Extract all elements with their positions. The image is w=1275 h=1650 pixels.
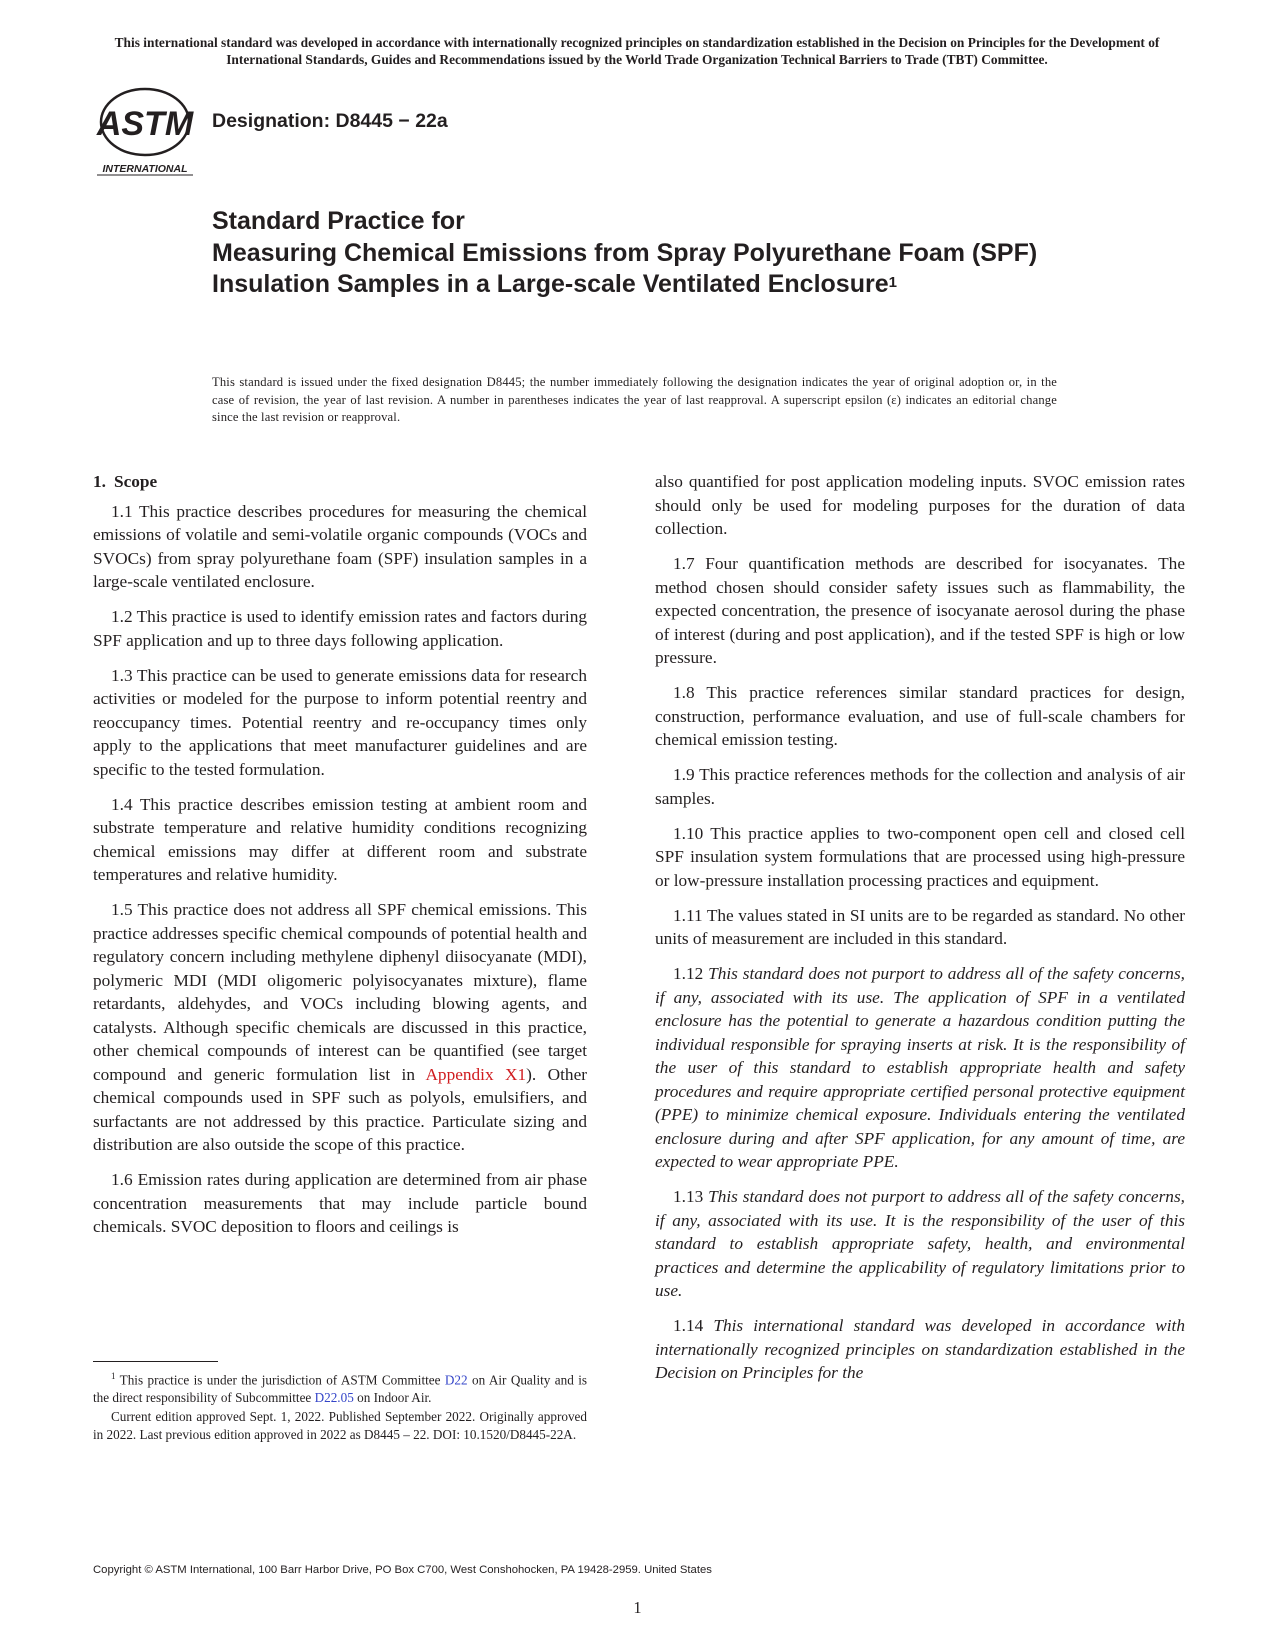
paragraph-1-6-continued: also quantified for post application modeling inputs. SVOC emission rates should only be used for modeling purposes for the duration of data collection. [655,472,1185,538]
astm-logo [93,86,199,178]
page-number: 1 [633,1598,642,1617]
title-footnote-ref[interactable]: 1 [888,274,897,291]
issue-note: This standard is issued under the fixed designation D8445; the number immediately following the designation indicates the year of original adoption or, in the case of revision, the year of last revision. A number in parentheses indicates the year of last reapproval. A superscript epsilon (ε) indicates an editorial change since the last revision or reapproval. [212,375,1057,425]
logo-sub: INTERNATIONAL [102,163,188,175]
paragraph-1-14: 1.14 This international standard was developed in accordance with internationally recognized principles on standardization established in the Decision on Principles for the [655,1316,1185,1382]
paragraph-1-9: 1.9 This practice references methods for the collection and analysis of air samples. [655,765,1185,808]
designation: Designation: D8445 − 22a [212,110,448,132]
document-title [212,206,1112,301]
right-column [655,470,1185,1396]
paragraph-1-7: 1.7 Four quantification methods are described for isocyanates. The method chosen should consider safety issues such as flammability, the expected concentration, the presence of isocyanate aerosol during the phase of interest (during and post application), and if the tested SPF is high or low pressure. [655,554,1185,667]
paragraph-1-2: 1.2 This practice is used to identify emission rates and factors during SPF application and up to three days following application. [93,607,587,650]
paragraph-1-13: 1.13 This standard does not purport to address all of the safety concerns, if any, associated with its use. It is the responsibility of the user of this standard to establish appropriate safety, health, and environmental practices and determine the applicability of regulatory limitations prior to use. [655,1187,1185,1300]
footnote-1: $^1$ This practice is under the jurisdiction of ASTM Committee D22 on Air Quality and is the direct responsibility of Subcommittee D22.05 on Indoor Air. [93,1371,587,1405]
title-line1: Standard Practice for [212,207,465,235]
wto-notice: This international standard was developed in accordance with internationally recognized principles on standardization established in the Decision on Principles for the Development of International Standards, Guides and Recommendations issued by the World Trade Organization Technical Barriers to Trade (TBT) Committee. [114,35,1160,67]
footnote-rule [93,1361,218,1362]
paragraph-1-11: 1.11 The values stated in SI units are to be regarded as standard. No other units of measurement are included in this standard. [655,905,1185,948]
paragraph-1-8: 1.8 This practice references similar standard practices for design, construction, performance evaluation, and use of full-scale chambers for chemical emission testing. [655,683,1185,749]
subcommittee-d22-05-link[interactable]: D22.05 [314,1389,354,1405]
paragraph-1-3: 1.3 This practice can be used to generate emissions data for research activities or modeled for the purpose to inform potential reentry and reoccupancy times. Potential reentry and re-occupancy times only apply to the applications that meet manufacturer guidelines and are specific to the tested formulation. [93,665,587,779]
copyright: Copyright © ASTM International, 100 Barr Harbor Drive, PO Box C700, West Conshohocken, PA 19428-2959. United States [93,1564,712,1576]
footnote-edition: Current edition approved Sept. 1, 2022. Published September 2022. Originally approved in 2022. Last previous edition approved in 2022 as D8445 – 22. DOI: 10.1520/D8445-22A. [93,1409,587,1442]
paragraph-1-1: 1.1 This practice describes procedures for measuring the chemical emissions of volatile and semi-volatile organic compounds (VOCs and SVOCs) from spray polyurethane foam (SPF) insulation samples in a large-scale ventilated enclosure. [93,501,587,591]
paragraph-1-4: 1.4 This practice describes emission testing at ambient room and substrate temperature and relative humidity conditions recognizing chemical emissions may differ at different room and substrate temperatures and relative humidity. [93,794,587,884]
left-column [93,470,587,1250]
committee-d22-link[interactable]: D22 [444,1372,468,1388]
paragraph-1-10: 1.10 This practice applies to two-component open cell and closed cell SPF insulation system formulations that are processed using high-pressure or low-pressure installation processing practices and equipment. [655,823,1185,890]
section-heading-scope: 1. Scope [93,472,158,491]
logo-mark: ASTM [96,105,194,143]
paragraph-1-6: 1.6 Emission rates during application are determined from air phase concentration measurements that may include particle bound chemicals. SVOC deposition to floors and ceilings is [93,1170,587,1236]
appendix-x1-link[interactable]: Appendix X1 [425,1064,527,1084]
footnotes [93,1368,587,1445]
paragraph-1-5: 1.5 This practice does not address all SPF chemical emissions. This practice addresses specific chemical compounds of potential health and regulatory concern including methylene diphenyl diisocyanate (MDI), polymeric MDI (MDI oligomeric polyisocyanates mixture), flame retardants, aldehydes, and VOCs including blowing agents, and catalysts. Although specific chemicals are discussed in this practice, other chemical compounds of interest can be quantified (see target compound and generic formulation list in Appendix X1). Other chemical compounds used in SPF such as polyols, emulsifiers, and surfactants are not addressed by this practice. Particulate sizing and distribution are also outside the scope of this practice. [93,900,587,1154]
paragraph-1-12: 1.12 This standard does not purport to address all of the safety concerns, if any, associated with its use. The application of SPF in a ventilated enclosure has the potential to generate a hazardous condition putting the individual responsible for spraying inserts at risk. It is the responsibility of the user of this standard to establish appropriate health and safety procedures and require appropriate certified personal protective equipment (PPE) to minimize chemical exposure. Individuals entering the ventilated enclosure during and after SPF application, for any amount of time, are expected to wear appropriate PPE. [655,964,1185,1171]
title-main: Measuring Chemical Emissions from Spray Polyurethane Foam (SPF) Insulation Samples in a Large-scale Ventilated Enclosure$^1$ [212,238,1038,298]
